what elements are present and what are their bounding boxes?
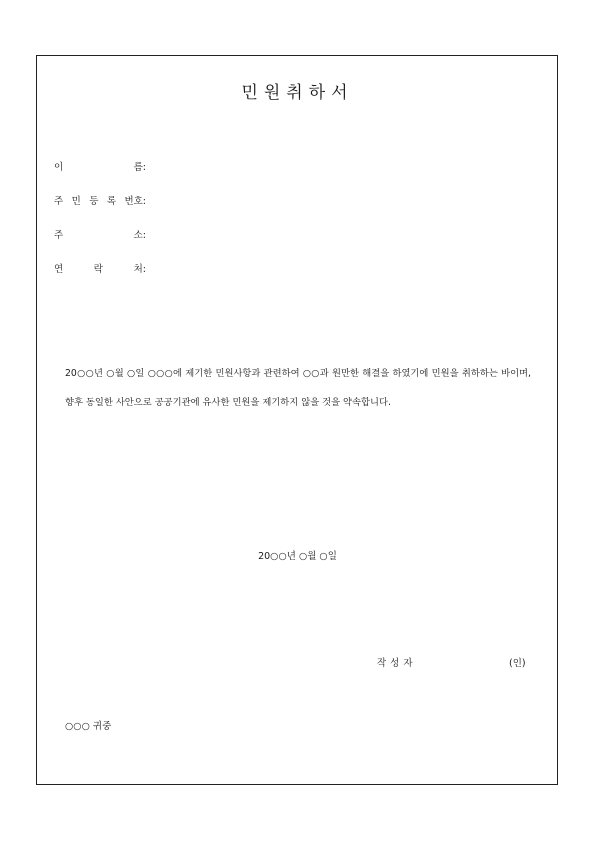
field-name-label <box>54 159 146 173</box>
field-char: 소: <box>133 230 146 241</box>
seal-mark: (인) <box>509 658 526 669</box>
field-char: 주 <box>54 196 64 207</box>
field-char: 록 <box>106 196 117 207</box>
field-char: 등 <box>89 196 99 207</box>
field-contact-label <box>54 261 146 275</box>
field-char: 이 <box>54 162 64 173</box>
field-char: 름: <box>133 162 146 173</box>
field-char: 번호: <box>124 196 146 207</box>
field-char: 연 <box>54 264 64 275</box>
field-resident-number-label <box>54 193 146 207</box>
field-char: 민 <box>71 196 81 207</box>
document-date: 20○○년 ○월 ○일 <box>258 551 337 562</box>
field-char: 주 <box>54 230 64 241</box>
author-label: 작성자 <box>377 658 417 669</box>
field-address-label <box>54 227 146 241</box>
recipient: ○○○ 귀중 <box>65 721 112 732</box>
field-char: 락 <box>93 264 103 275</box>
document-title: 민원취하서 <box>241 83 354 103</box>
field-char: 처: <box>133 264 146 275</box>
withdrawal-statement: 20○○년 ○월 ○일 ○○○에 제기한 민원사항과 관련하여 ○○과 원만한 해결을 하였기에 민원을 취하하는 바이며, 향후 동일한 사안으로 공공기관에 유사한 민원을 제기하지 않을 것을 약속합니다. <box>65 368 531 408</box>
